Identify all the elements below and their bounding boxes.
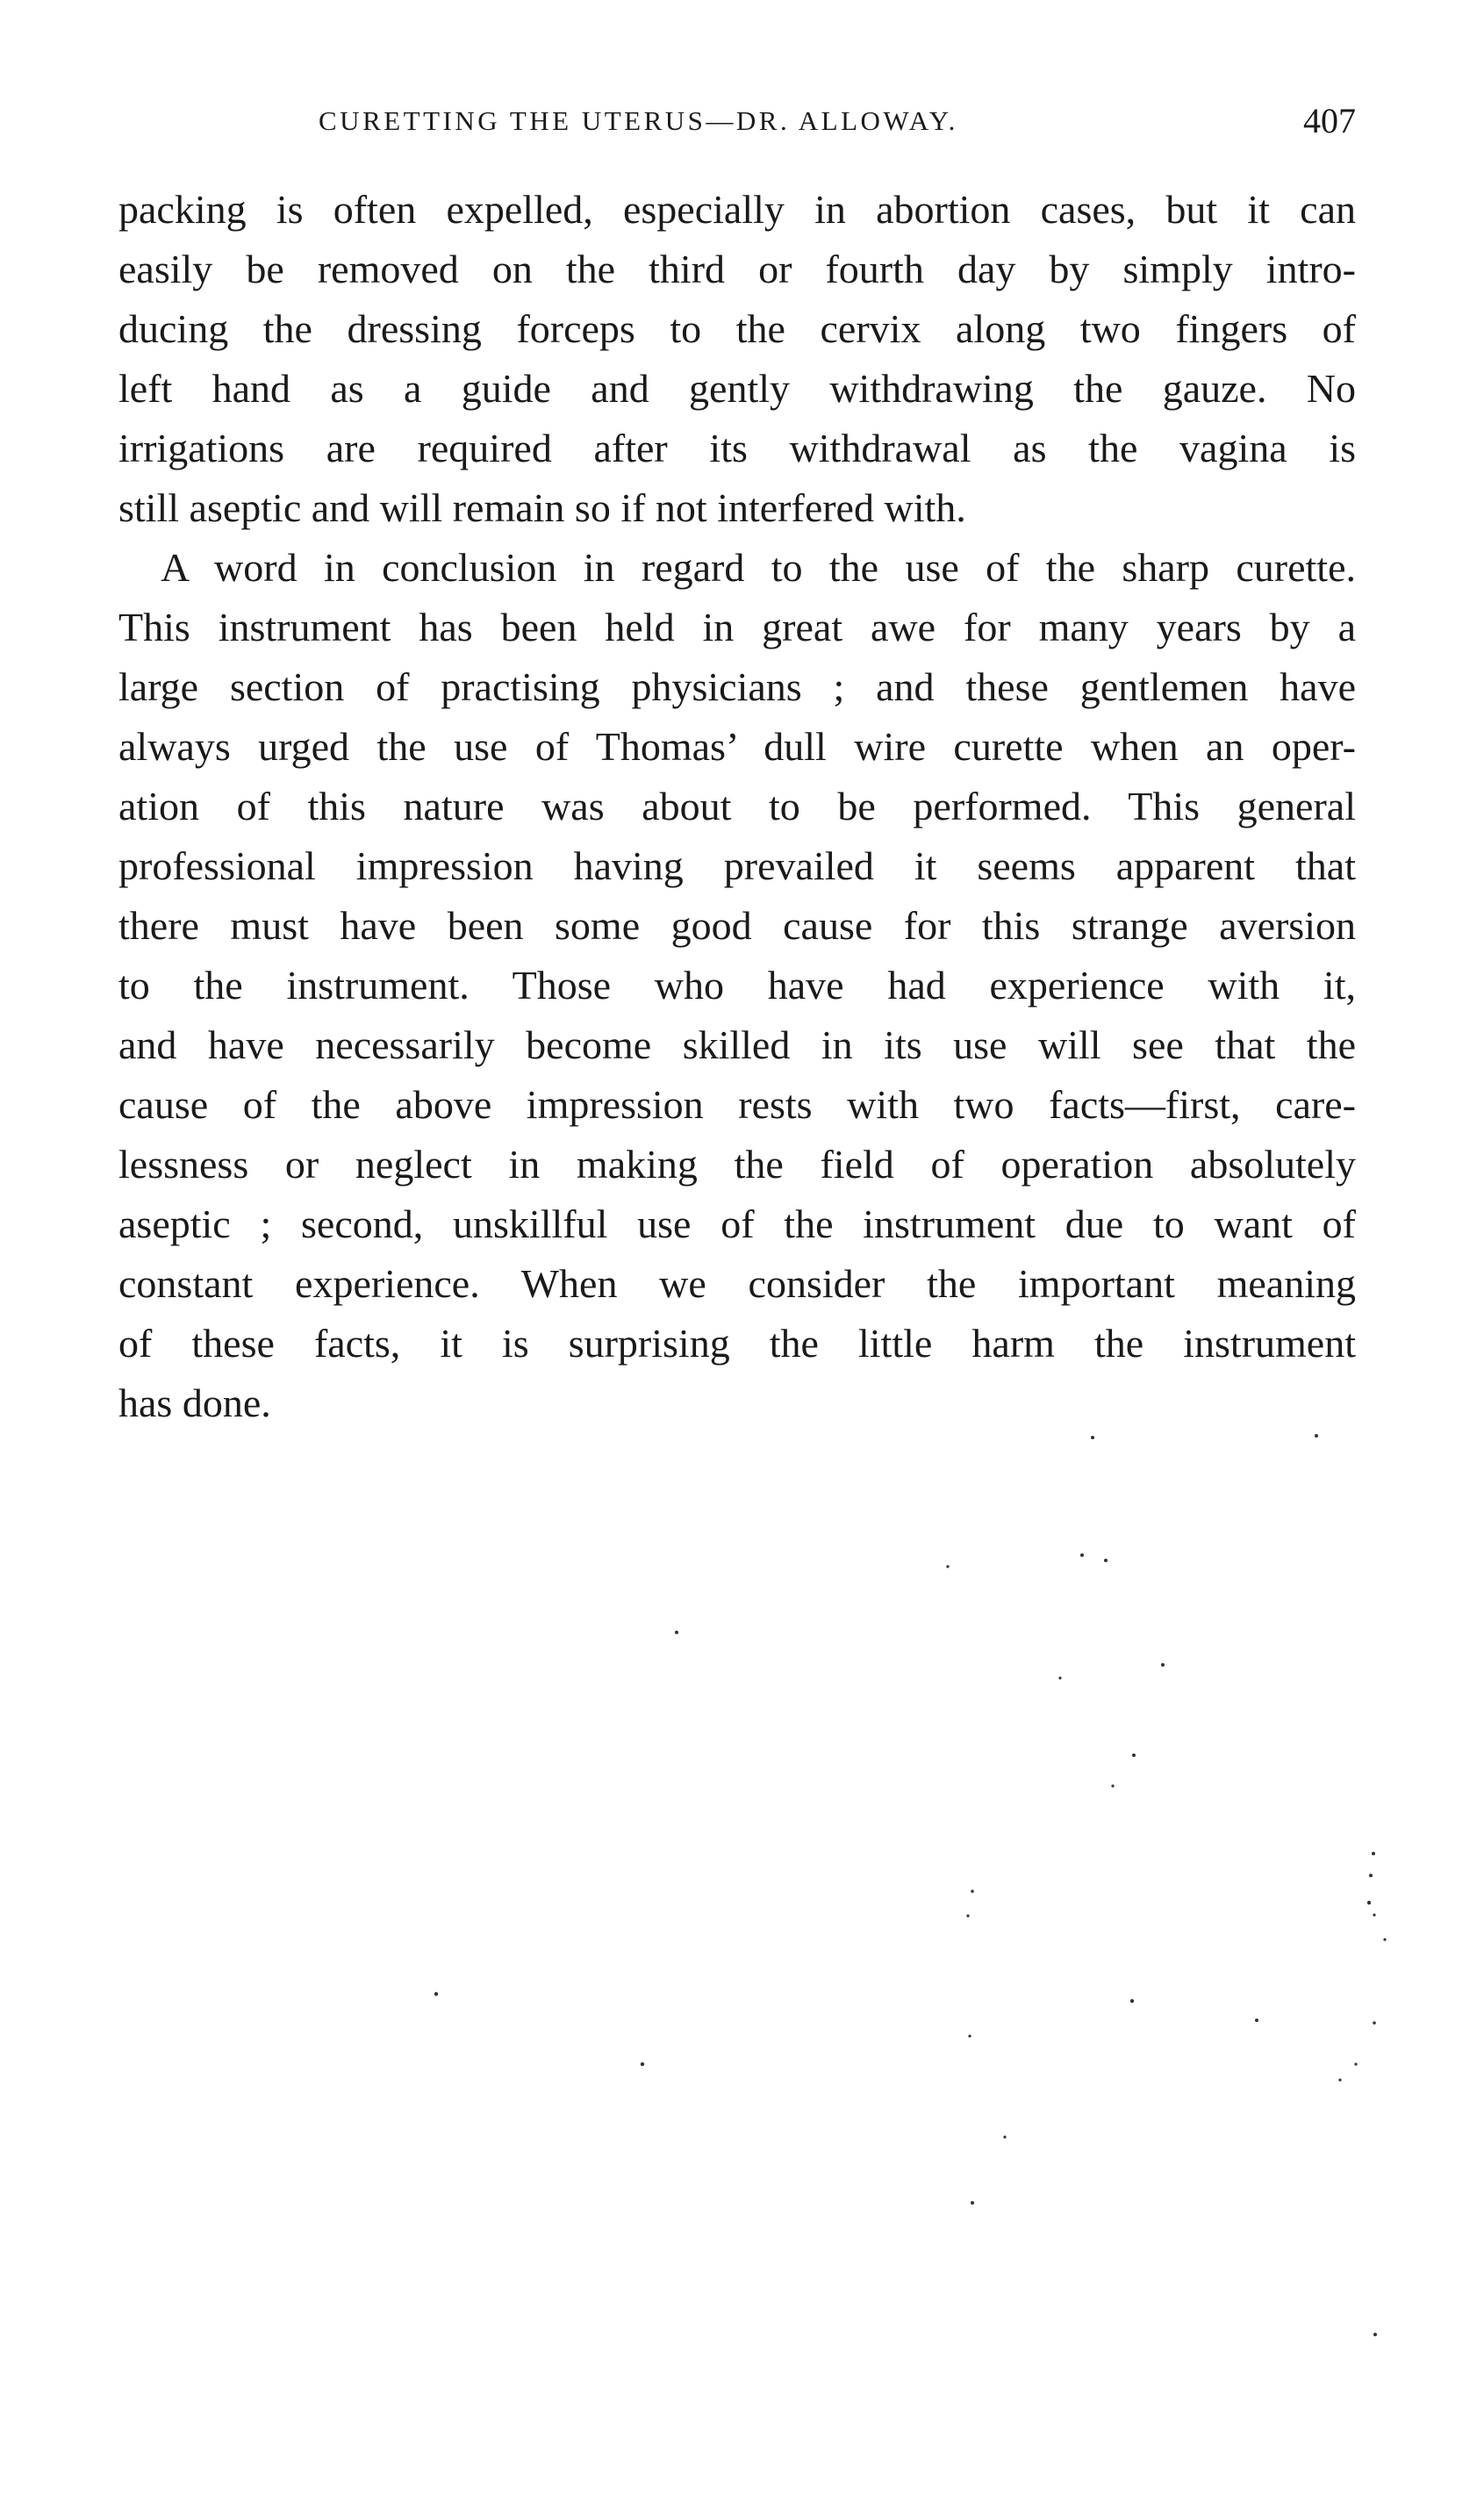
text-line: professional impression having prevailed it seems apparent that <box>118 843 1356 888</box>
text-line: still aseptic and will remain so if not interfered with. <box>118 485 966 530</box>
text-line: always urged the use of Thomas’ dull wire curette when an oper- <box>118 724 1356 769</box>
text-line: constant experience. When we consider the important meaning <box>118 1261 1356 1306</box>
text-line: left hand as a guide and gently withdrawing the gauze. No <box>118 366 1356 411</box>
text-line: there must have been some good cause for this strange aversion <box>118 903 1356 948</box>
text-line: irrigations are required after its withdrawal as the vagina is <box>118 426 1356 470</box>
text-line: This instrument has been held in great awe for many years by a <box>118 605 1356 649</box>
paragraph <box>118 538 1356 1433</box>
text-line: cause of the above impression rests with two facts—first, care- <box>118 1082 1356 1127</box>
text-line: of these facts, it is surprising the little harm the instrument <box>118 1321 1356 1366</box>
text-line: to the instrument. Those who have had experience with it, <box>118 963 1356 1008</box>
running-title: CURETTING THE UTERUS—DR. ALLOWAY. <box>319 105 958 136</box>
text-line: easily be removed on the third or fourth day by simply intro- <box>118 247 1356 291</box>
text-line: packing is often expelled, especially in abortion cases, but it can <box>118 187 1356 232</box>
text-line: A word in conclusion in regard to the use of the sharp curette. <box>161 545 1356 590</box>
text-line: ation of this nature was about to be performed. This general <box>118 784 1356 828</box>
text-line: lessness or neglect in making the field of operation absolutely <box>118 1142 1356 1187</box>
text-line: and have necessarily become skilled in its use will see that the <box>118 1022 1356 1067</box>
text-line: aseptic ; second, unskillful use of the instrument due to want of <box>118 1201 1356 1246</box>
page-number: 407 <box>1303 101 1356 140</box>
text-line: has done. <box>118 1381 271 1425</box>
text-line: ducing the dressing forceps to the cervix along two fingers of <box>118 306 1356 351</box>
body-text <box>118 180 1356 1433</box>
paragraph <box>118 180 1356 538</box>
running-head <box>118 95 1356 147</box>
text-line: large section of practising physicians ; and these gentlemen have <box>118 664 1356 709</box>
